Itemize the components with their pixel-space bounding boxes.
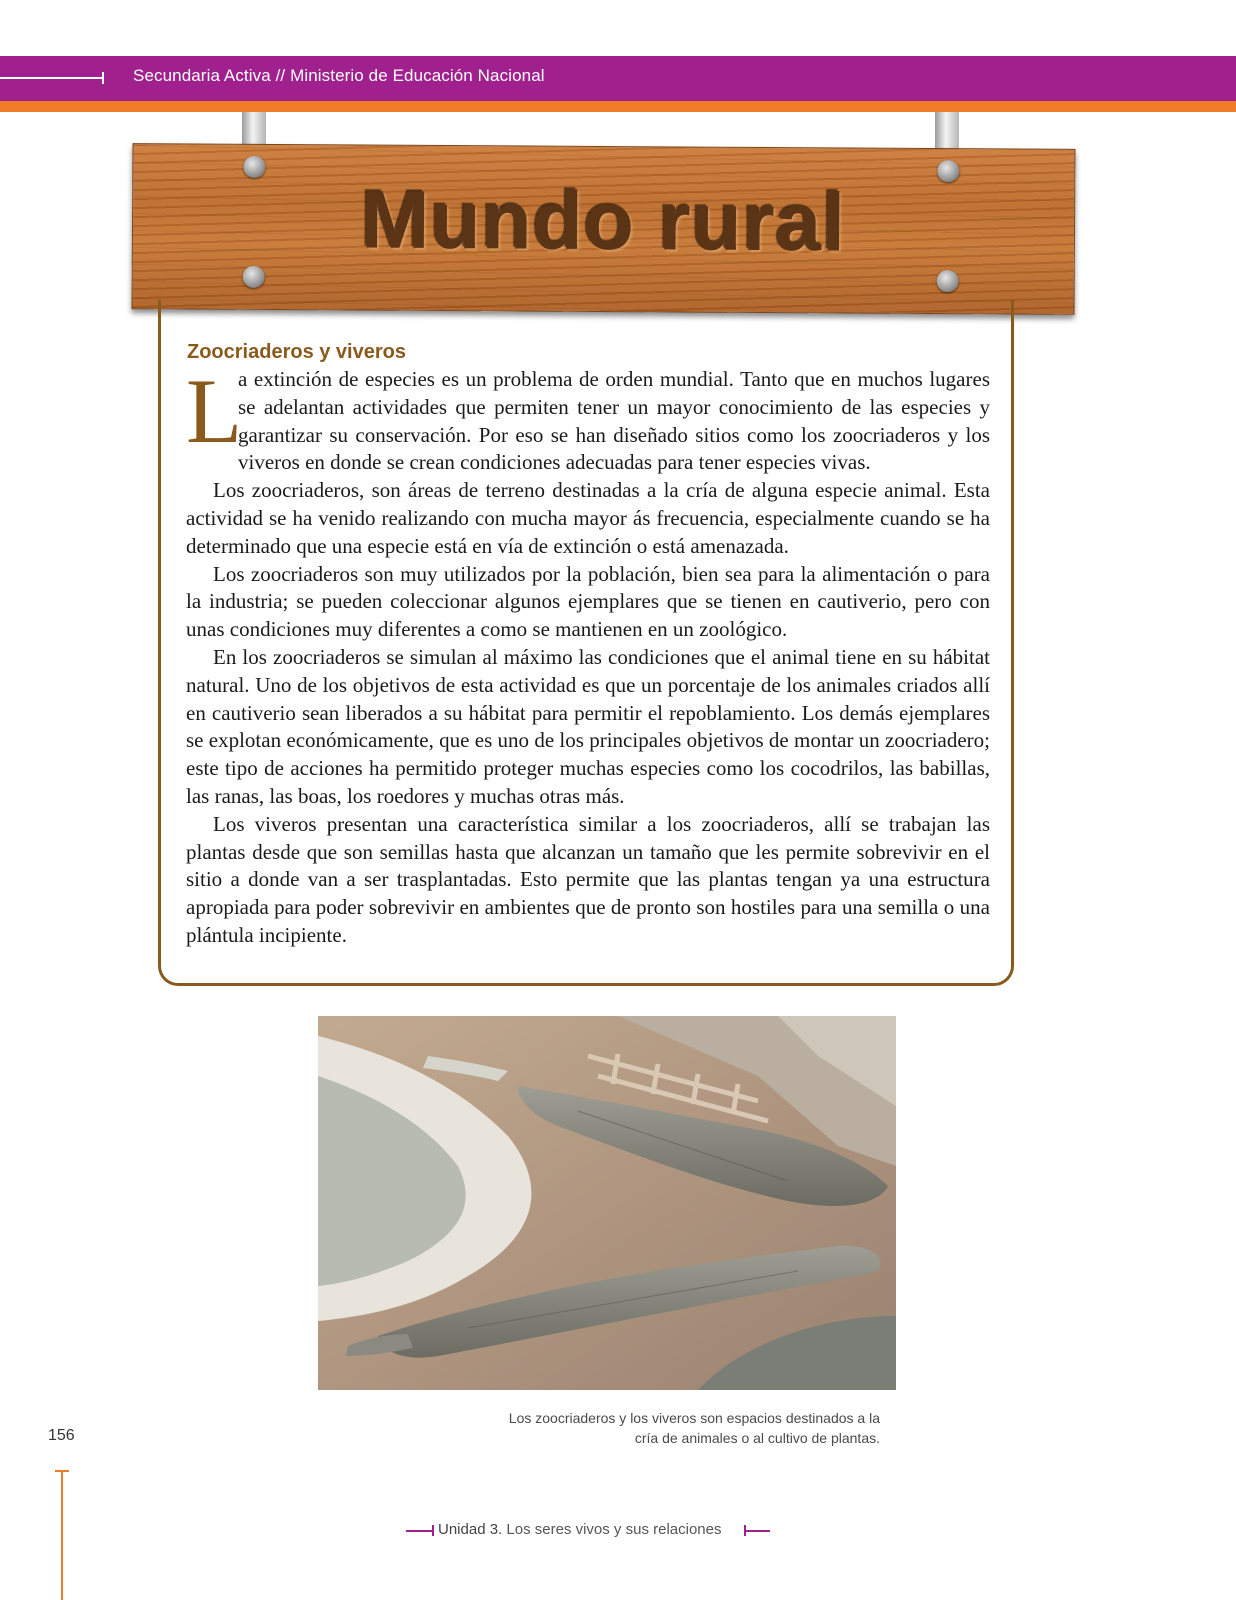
page-number: 156 <box>48 1427 75 1444</box>
paragraph: a extinción de especies es un problema de orden mundial. Tanto que en muchos lugares se adelantan actividades que permiten tener un mayor conocimiento de las especies y garantizar su conservación. Por eso se han diseñado sitios como los zoocriaderos y los viveros en donde se crean condiciones adecuadas para tener especies vivas. <box>238 367 990 475</box>
bolt-icon <box>243 266 265 288</box>
caption-line: Los zoocriaderos y los viveros son espacios destinados a la <box>508 1410 880 1426</box>
paragraph: Los zoocriaderos, son áreas de terreno destinadas a la cría de alguna especie animal. Esta actividad se ha venido realizando con mucha mayor ás frecuencia, especialmente cuando se ha determinado que una especie está en vía de extinción o está amenazada. <box>186 478 990 558</box>
crocodile-photo <box>318 1016 896 1390</box>
sign-post-right <box>935 112 959 152</box>
header-rule <box>0 77 103 79</box>
header-accent-stripe <box>0 101 1236 112</box>
paragraph: Los viveros presentan una característica similar a los zoocriaderos, allí se trabajan las plantas desde que son semillas hasta que alcanzan un tamaño que les permite sobrevivir en el sitio a donde van a ser trasplantadas. Esto permite que las plantas tengan ya una estructura apropiada para poder sobrevivir en ambientes que de pronto son hostiles para una semilla o una plántula incipiente. <box>186 811 990 947</box>
section-title: Mundo rural <box>360 174 847 269</box>
article-body <box>186 360 990 950</box>
paragraph: En los zoocriaderos se simulan al máximo las condiciones que el animal tiene en su hábitat natural. Uno de los objetivos de esta actividad es que un porcentaje de los animales criados allí en cautiverio sean liberados a su hábitat para permitir el repoblamiento. Los demás ejemplares se explotan económicamente, que es uno de los principales objetivos de montar un zoocriadero; este tipo de acciones ha permitido proteger muchas especies como los cocodrilos, las babillas, las ranas, las boas, los roedores y muchas otras más. <box>186 644 990 808</box>
caption-line: cría de animales o al cultivo de plantas. <box>634 1430 880 1446</box>
bolt-icon <box>937 270 959 292</box>
paragraph: Los zoocriaderos son muy utilizados por la población, bien sea para la alimentación o para la industria; se pueden coleccionar algunos ejemplares que se tienen en cautiverio, pero con unas condiciones muy diferentes a como se mantienen en un zoológico. <box>186 561 990 642</box>
footer <box>406 1521 772 1541</box>
header-title: Secundaria Activa // Ministerio de Educación Nacional <box>133 66 545 85</box>
footer-rule-right <box>744 1530 770 1532</box>
header-rule-tick <box>102 72 104 84</box>
section-heading: Zoocriaderos y viveros <box>187 341 406 363</box>
margin-rule <box>61 1470 63 1600</box>
footer-rule-left <box>406 1530 432 1532</box>
footer-label <box>438 1521 721 1538</box>
footer-unit: Unidad 3. <box>438 1521 503 1538</box>
crocodile-photo-illustration <box>318 1016 896 1390</box>
photo-caption <box>440 1408 880 1448</box>
footer-tick-left <box>432 1525 434 1536</box>
footer-unit-title: Los seres vivos y sus relaciones <box>502 1521 722 1538</box>
wooden-sign <box>132 143 1076 315</box>
drop-cap: L <box>186 360 243 462</box>
